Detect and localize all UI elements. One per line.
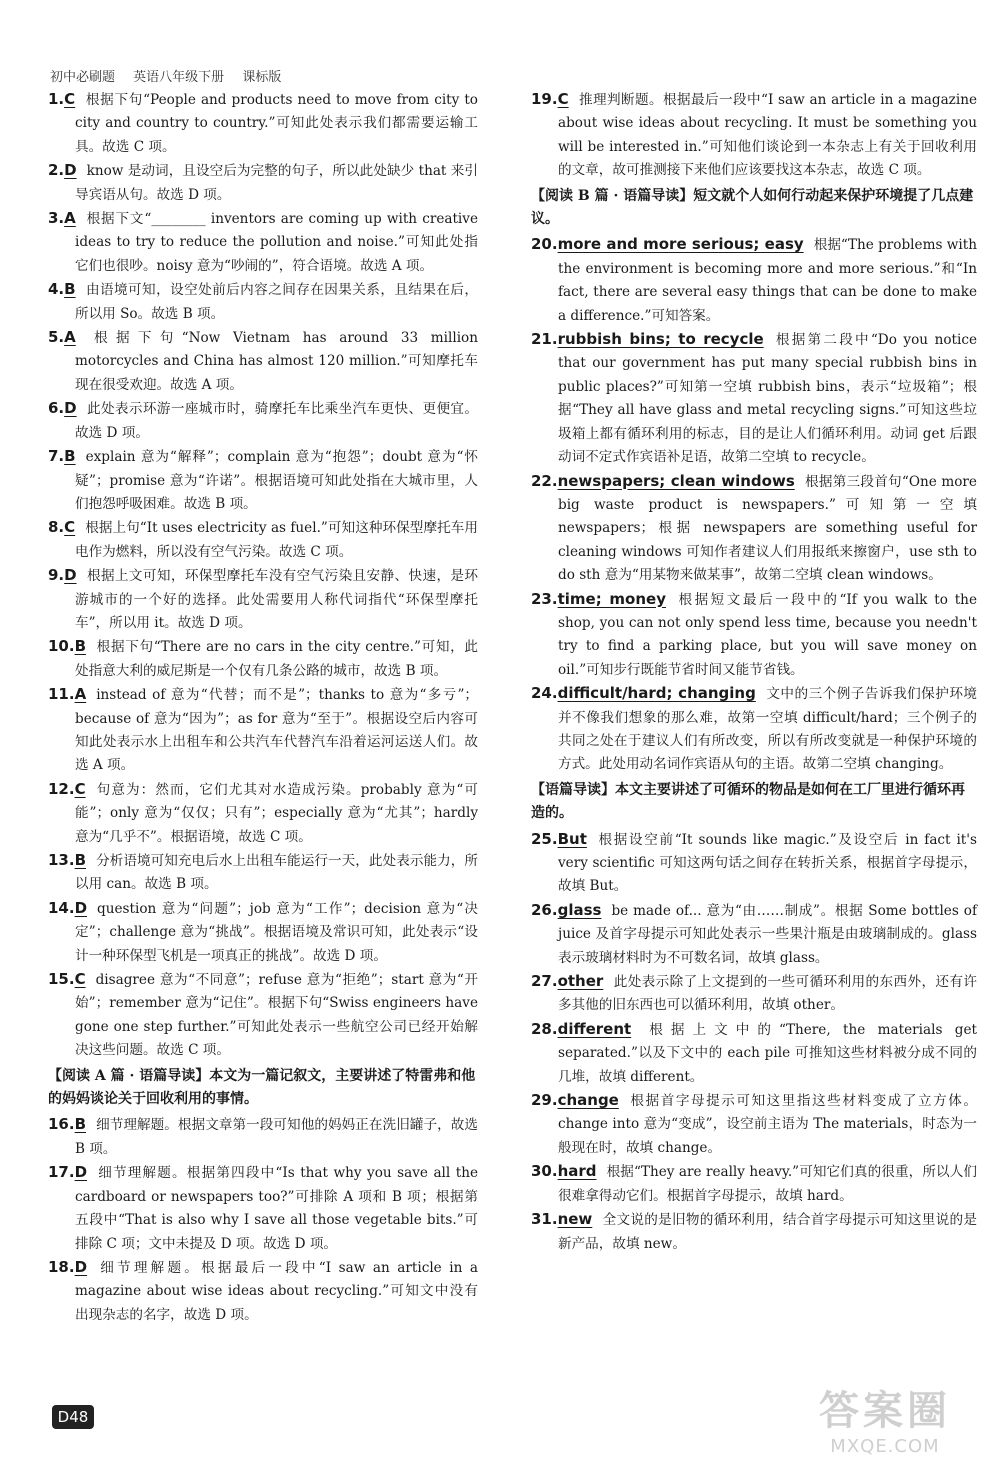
explanation-text: 句意为：然而，它们尤其对水造成污染。probably 意为“可能”；only 意为“仅仅；只有”；especially 意为“尤其”；hardly 意为“几乎不”。根据语境，故选 C 项。 xyxy=(75,781,478,845)
answer-item xyxy=(531,1208,977,1256)
answer-item xyxy=(531,88,977,183)
answer-key: B xyxy=(74,637,87,656)
answer-key: D xyxy=(74,1257,88,1276)
question-number: 22. xyxy=(531,471,558,490)
section-guide: 【阅读 B 篇 · 语篇导读】短文就个人如何行动起来保护环境提了几点建议。 xyxy=(531,187,974,228)
question-number: 17. xyxy=(48,1163,75,1182)
question-number: 18. xyxy=(48,1257,75,1276)
question-number: 14. xyxy=(48,898,75,917)
question-number: 7. xyxy=(48,447,65,466)
explanation-text: 细节理解题。根据第四段中“Is that why you save all the cardboard or newspapers too?”可排除 A 项和 B 项；根据第五段中“That is also why I save all those vegetable bits.”可排除 C 项；文中未提及 D 项。故选 D 项。 xyxy=(75,1165,478,1252)
explanation-text: 此处表示环游一座城市时，骑摩托车比乘坐汽车更快、更便宜。故选 D 项。 xyxy=(75,401,478,441)
answer-item xyxy=(48,207,478,278)
answer-item xyxy=(531,682,977,777)
right-column xyxy=(531,88,977,1256)
answer-item xyxy=(531,899,977,970)
answer-item xyxy=(531,233,977,328)
explanation-text: 根据上文中的“There, the materials get separated.”以及下文中的 each pile 可推知这些材料被分成不同的几堆，故填 different。 xyxy=(558,1021,977,1085)
answer-key: D xyxy=(64,161,77,180)
answer-item xyxy=(531,828,977,899)
book-title: 初中必刷题 xyxy=(50,70,116,85)
question-number: 21. xyxy=(531,330,558,349)
answer-item xyxy=(48,445,478,516)
subject-title: 英语八年级下册 xyxy=(133,70,225,85)
answer-key: time; money xyxy=(557,589,666,608)
answer-key: B xyxy=(74,851,87,869)
question-number: 8. xyxy=(48,518,65,537)
question-number: 12. xyxy=(48,779,75,798)
answer-key: other xyxy=(557,972,604,991)
answer-item xyxy=(531,1160,977,1208)
question-number: 16. xyxy=(48,1115,75,1134)
answer-key: A xyxy=(64,209,76,228)
answer-item xyxy=(48,1113,478,1161)
explanation-text: 推理判断题。根据最后一段中“I saw an article in a magazine about wise ideas about recycling. It must be something you will be interested in.”可知他们谈论到一本杂志上有关于回收利用的文章，故可推测接下来他们应该要找这本杂志，故选 C 项。 xyxy=(558,92,977,179)
answer-item xyxy=(48,278,478,326)
explanation-text: explain 意为“解释”；complain 意为“抱怨”；doubt 意为“怀疑”；promise 意为“许诺”。根据语境可知此处指在大城市里，人们抱怨呼吸困难。故选 B 项。 xyxy=(75,449,478,512)
question-number: 2. xyxy=(48,161,65,180)
explanation-text: 根据下句“There are no cars in the city centre.”可知，此处指意大利的威尼斯是一个仅有几条公路的城市，故选 B 项。 xyxy=(75,639,478,679)
explanation-text: 文中的三个例子告诉我们保护环境并不像我们想象的那么难，故第一空填 difficult/hard；三个例子的共同之处在于建议人们有所改变，所以有所改变就是一种保护环境的方式。此处用动名词作宾语从句的主语。故第二空填 changing。 xyxy=(558,686,978,773)
explanation-text: 此处表示除了上文提到的一些可循环利用的东西外，还有许多其他的旧东西也可以循环利用，故填 other。 xyxy=(558,974,977,1014)
answer-item xyxy=(531,970,977,1018)
answer-key: D xyxy=(64,566,77,585)
answer-item xyxy=(48,635,478,683)
question-number: 3. xyxy=(48,209,65,228)
answer-key: B xyxy=(74,1115,87,1134)
answer-item xyxy=(48,159,478,207)
answer-key: glass xyxy=(557,900,602,919)
explanation-text: 根据短文最后一段中的“If you walk to the shop, you can not only spend less time, because you needn't try to find a parking place, but you will save money on oil.”可知步行既能节省时间又能节省钱。 xyxy=(558,591,977,678)
answer-key: A xyxy=(74,685,87,704)
edition-label: 课标版 xyxy=(242,70,282,85)
explanation-text: 根据下句“Now Vietnam has around 33 million motorcycles and China has almost 120 million.”可知摩托车现在很受欢迎。故选 A 项。 xyxy=(75,330,478,393)
explanation-text: 根据上文可知，环保型摩托车没有空气污染且安静、快速，是环游城市的一个好的选择。此处需要用人称代词指代“环保型摩托车”，所以用 it。故选 D 项。 xyxy=(75,568,478,631)
explanation-text: know 是动词，且设空后为完整的句子，所以此处缺少 that 来引导宾语从句。故选 D 项。 xyxy=(75,163,478,203)
answer-item xyxy=(48,516,478,564)
answer-key: D xyxy=(74,898,88,917)
left-column xyxy=(48,88,478,1327)
answer-key: D xyxy=(74,1163,88,1182)
question-number: 19. xyxy=(531,90,558,108)
explanation-text: 由语境可知，设空处前后内容之间存在因果关系，且结果在后，所以用 So。故选 B 项。 xyxy=(75,282,478,322)
answer-key: B xyxy=(64,280,76,299)
question-number: 29. xyxy=(531,1091,558,1110)
answer-item xyxy=(48,564,478,635)
question-number: 5. xyxy=(48,328,65,347)
question-number: 6. xyxy=(48,399,65,418)
answer-key: But xyxy=(557,829,587,848)
question-number: 31. xyxy=(531,1210,558,1229)
question-number: 24. xyxy=(531,684,558,703)
answer-item xyxy=(48,1256,478,1327)
answer-key: new xyxy=(557,1210,593,1229)
question-number: 13. xyxy=(48,851,75,869)
question-number: 23. xyxy=(531,589,558,608)
section-guide: 【语篇导读】本文主要讲述了可循环的物品是如何在工厂里进行循环再造的。 xyxy=(531,781,965,822)
answer-key: difficult/hard; changing xyxy=(557,684,756,703)
answer-key: A xyxy=(64,328,76,347)
answer-item xyxy=(531,588,977,683)
answer-key: rubbish bins; to recycle xyxy=(557,330,764,349)
question-number: 20. xyxy=(531,235,558,254)
answer-item xyxy=(48,397,478,445)
page-header xyxy=(50,66,295,85)
question-number: 10. xyxy=(48,637,75,656)
explanation-text: 根据设空前“It sounds like magic.”及设空后 in fact it's very scientific 可知这两句话之间存在转折关系，根据首字母提示，故填 But。 xyxy=(558,831,977,895)
page-number: D48 xyxy=(52,1405,94,1429)
answer-item xyxy=(48,968,478,1063)
answer-item xyxy=(48,1161,478,1256)
explanation-text: 根据下文“________ inventors are coming up with creative ideas to try to reduce the pollution and noise.”可知此处指它们也很吵。noisy 意为“吵闹的”，符合语境。故选 A 项。 xyxy=(75,211,478,274)
explanation-text: 全文说的是旧物的循环利用，结合首字母提示可知这里说的是新产品，故填 new。 xyxy=(558,1212,977,1252)
answer-key: C xyxy=(557,90,569,108)
answer-key: different xyxy=(557,1019,632,1038)
explanation-text: 根据“The problems with the environment is becoming more and more serious.”和“In fact, there are several easy things that can be done to make a difference.”可知答案。 xyxy=(558,237,977,324)
answer-key: C xyxy=(64,90,76,108)
answer-key: newspapers; clean windows xyxy=(557,471,795,490)
question-number: 15. xyxy=(48,970,75,989)
watermark-url: MXQE.COM xyxy=(830,1436,940,1457)
explanation-text: 根据首字母提示可知这里指这些材料变成了立方体。change into 意为“变成”，设空前主语为 The materials，时态为一般现在时，故填 change。 xyxy=(558,1093,977,1156)
answer-item xyxy=(48,683,478,778)
answer-item xyxy=(48,326,478,397)
answer-item xyxy=(48,849,478,897)
explanation-text: 根据下句“People and products need to move from city to city and country to country.”可知此处表示我们都需要运输工具。故选 C 项。 xyxy=(75,92,478,155)
explanation-text: 细节理解题。根据最后一段中“I saw an article in a magazine about wise ideas about recycling.”可知文中没有出现杂志的名字，故选 D 项。 xyxy=(75,1259,478,1323)
question-number: 1. xyxy=(48,90,65,108)
watermark-logo xyxy=(780,1379,990,1457)
answer-key: hard xyxy=(557,1162,597,1181)
answer-key: more and more serious; easy xyxy=(557,235,804,254)
explanation-text: 细节理解题。根据文章第一段可知他的妈妈正在洗旧罐子，故选 B 项。 xyxy=(75,1117,478,1157)
answer-item xyxy=(48,88,478,159)
explanation-text: 分析语境可知充电后水上出租车能运行一天，此处表示能力，所以用 can。故选 B 项。 xyxy=(75,853,478,893)
explanation-text: 根据“They are really heavy.”可知它们真的很重，所以人们很难拿得动它们。根据首字母提示，故填 hard。 xyxy=(558,1164,977,1204)
answer-key: change xyxy=(557,1091,619,1110)
question-number: 9. xyxy=(48,566,65,585)
answer-key: B xyxy=(64,447,76,466)
question-number: 25. xyxy=(531,829,558,848)
answer-item xyxy=(531,328,977,469)
answer-item xyxy=(531,470,977,588)
explanation-text: 根据第三段首句“One more big waste product is newspapers.”可知第一空填 newspapers；根据 newspapers are something useful for cleaning windows 可知作者建议人们用报纸来擦窗户，use sth to do sth 意为“用某物来做某事”，故第二空填 clean windows。 xyxy=(558,473,977,584)
answer-key: C xyxy=(64,518,76,537)
explanation-text: 根据第二段中“Do you notice that our government has put many special rubbish bins in public places?”可知第一空填 rubbish bins，表示“垃圾箱”；根据“They all have glass and metal recycling signs.”可知这些垃圾箱上都有循环利用的标志，目的是让人们循环利用。动词 get 后跟动词不定式作宾语补足语，故第二空填 to recycle。 xyxy=(558,332,978,466)
explanation-text: disagree 意为“不同意”；refuse 意为“拒绝”；start 意为“开始”；remember 意为“记住”。根据下句“Swiss engineers have gone one step further.”可知此处表示一些航空公司已经开始解决这些问题。故选 C 项。 xyxy=(75,972,478,1059)
answer-item xyxy=(48,778,478,849)
explanation-text: 根据上句“It uses electricity as fuel.”可知这种环保型摩托车用电作为燃料，所以没有空气污染。故选 C 项。 xyxy=(75,520,478,560)
question-number: 28. xyxy=(531,1019,558,1038)
question-number: 4. xyxy=(48,280,65,299)
question-number: 26. xyxy=(531,900,558,919)
explanation-text: instead of 意为“代替；而不是”；thanks to 意为“多亏”；because of 意为“因为”；as for 意为“至于”。根据设空后内容可知此处表示水上出租车和公共汽车代替汽车沿着运河运送人们。故选 A 项。 xyxy=(75,687,478,774)
question-number: 27. xyxy=(531,972,558,991)
section-guide: 【阅读 A 篇 · 语篇导读】本文为一篇记叙文，主要讲述了特雷弗和他的妈妈谈论关于回收利用的事情。 xyxy=(48,1067,476,1108)
explanation-text: question 意为“问题”；job 意为“工作”；decision 意为“决定”；challenge 意为“挑战”。根据语境及常识可知，此处表示“设计一种环保型飞机是一项真正的挑战”。故选 D 项。 xyxy=(75,900,478,964)
answer-key: C xyxy=(74,970,86,989)
question-number: 30. xyxy=(531,1162,558,1181)
answer-key: C xyxy=(74,779,86,798)
answer-key: D xyxy=(64,399,77,418)
question-number: 11. xyxy=(48,685,75,704)
watermark-text: 答案圈 xyxy=(819,1388,951,1434)
answer-item xyxy=(531,1089,977,1160)
explanation-text: be made of... 意为“由……制成”。根据 Some bottles of juice 及首字母提示可知此处表示一些果汁瓶是由玻璃制成的。glass 表示玻璃材料时为不可数名词，故填 glass。 xyxy=(558,902,977,966)
answer-item xyxy=(531,1018,977,1089)
answer-item xyxy=(48,897,478,968)
